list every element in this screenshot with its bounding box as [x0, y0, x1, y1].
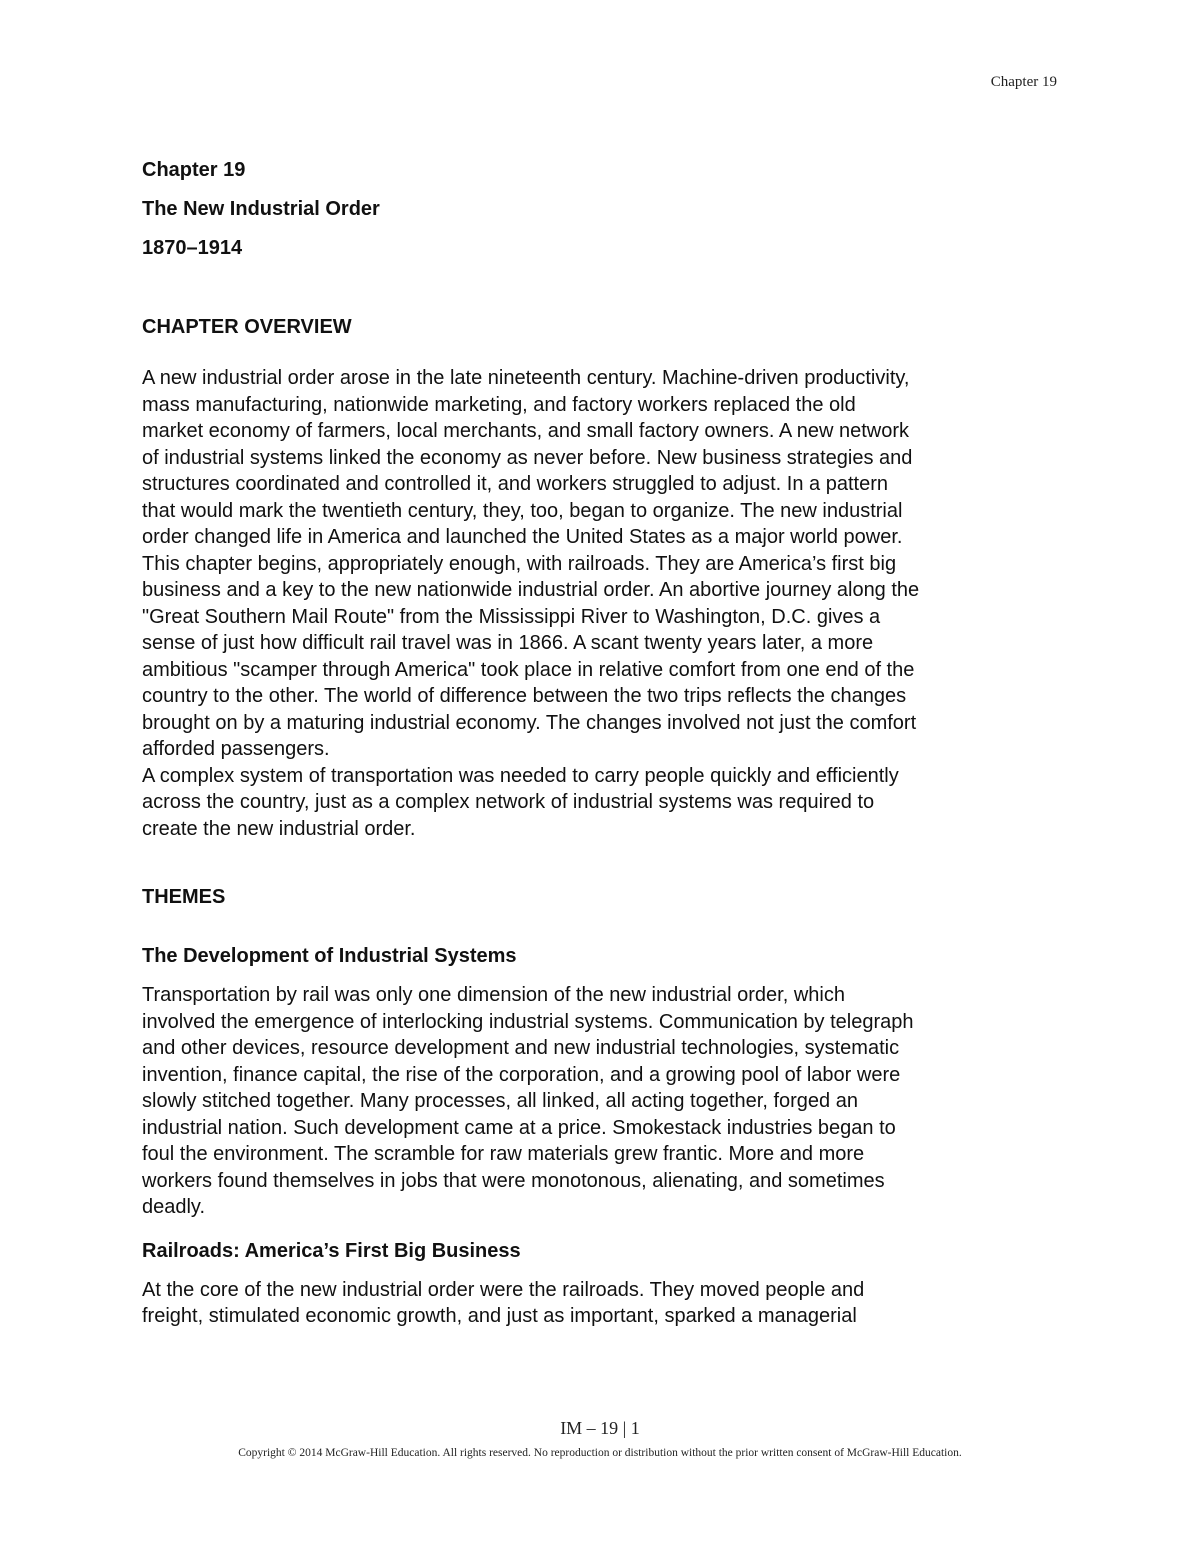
overview-heading: CHAPTER OVERVIEW	[142, 316, 352, 338]
theme-heading-industrial-systems: The Development of Industrial Systems	[142, 945, 517, 967]
page-footer	[0, 1418, 1200, 1462]
page-number: IM – 19 | 1	[560, 1418, 640, 1438]
theme-heading-railroads: Railroads: America’s First Big Business	[142, 1239, 521, 1262]
themes-heading: THEMES	[142, 886, 226, 908]
overview-paragraph-2: A complex system of transportation was needed to carry people quickly and efficiently across the country, just as a complex network of industrial systems was required to create the new industrial order.	[142, 764, 899, 840]
chapter-title: The New Industrial Order	[142, 198, 380, 220]
copyright-notice: Copyright © 2014 McGraw-Hill Education. All rights reserved. No reproduction or distribution without the prior written consent of McGraw-Hill Education.	[238, 1447, 962, 1459]
theme-body-railroads: At the core of the new industrial order were the railroads. They moved people and freight, stimulated economic growth, and just as important, sparked a managerial	[142, 1278, 865, 1327]
chapter-number: Chapter 19	[142, 159, 246, 181]
overview-paragraph-1: A new industrial order arose in the late nineteenth century. Machine-driven productivity, mass manufacturing, nationwide marketing, and factory workers replaced the old market economy of farmers, local merchants, and small factory owners. A new network of industrial systems linked the economy as never before. New business strategies and structures coordinated and controlled it, and workers struggled to adjust. In a pattern that would mark the twentieth century, they, too, began to organize. The new industrial order changed life in America and launched the United States as a major world power. This chapter begins, appropriately enough, with railroads. They are America’s first big business and a key to the new nationwide industrial order. An abortive journey along the "Great Southern Mail Route" from the Mississippi River to Washington, D.C. gives a sense of just how difficult rail travel was in 1866. A scant twenty years later, a more ambitious "scamper through America" took place in relative comfort from one end of the country to the other. The world of difference between the two trips reflects the changes brought on by a maturing industrial economy. The changes involved not just the comfort afforded passengers.	[142, 367, 920, 760]
running-header: Chapter 19	[990, 74, 1057, 90]
page-content	[142, 158, 1062, 1330]
chapter-years: 1870–1914	[142, 237, 243, 259]
theme-body-industrial-systems: Transportation by rail was only one dimension of the new industrial order, which involved the emergence of interlocking industrial systems. Communication by telegraph and other devices, resource development and new industrial technologies, systematic invention, finance capital, the rise of the corporation, and a growing pool of labor were slowly stitched together. Many processes, all linked, all acting together, forged an industrial nation. Such development came at a price. Smokestack industries began to foul the environment. The scramble for raw materials grew frantic. More and more workers found themselves in jobs that were monotonous, alienating, and sometimes deadly.	[142, 984, 914, 1218]
